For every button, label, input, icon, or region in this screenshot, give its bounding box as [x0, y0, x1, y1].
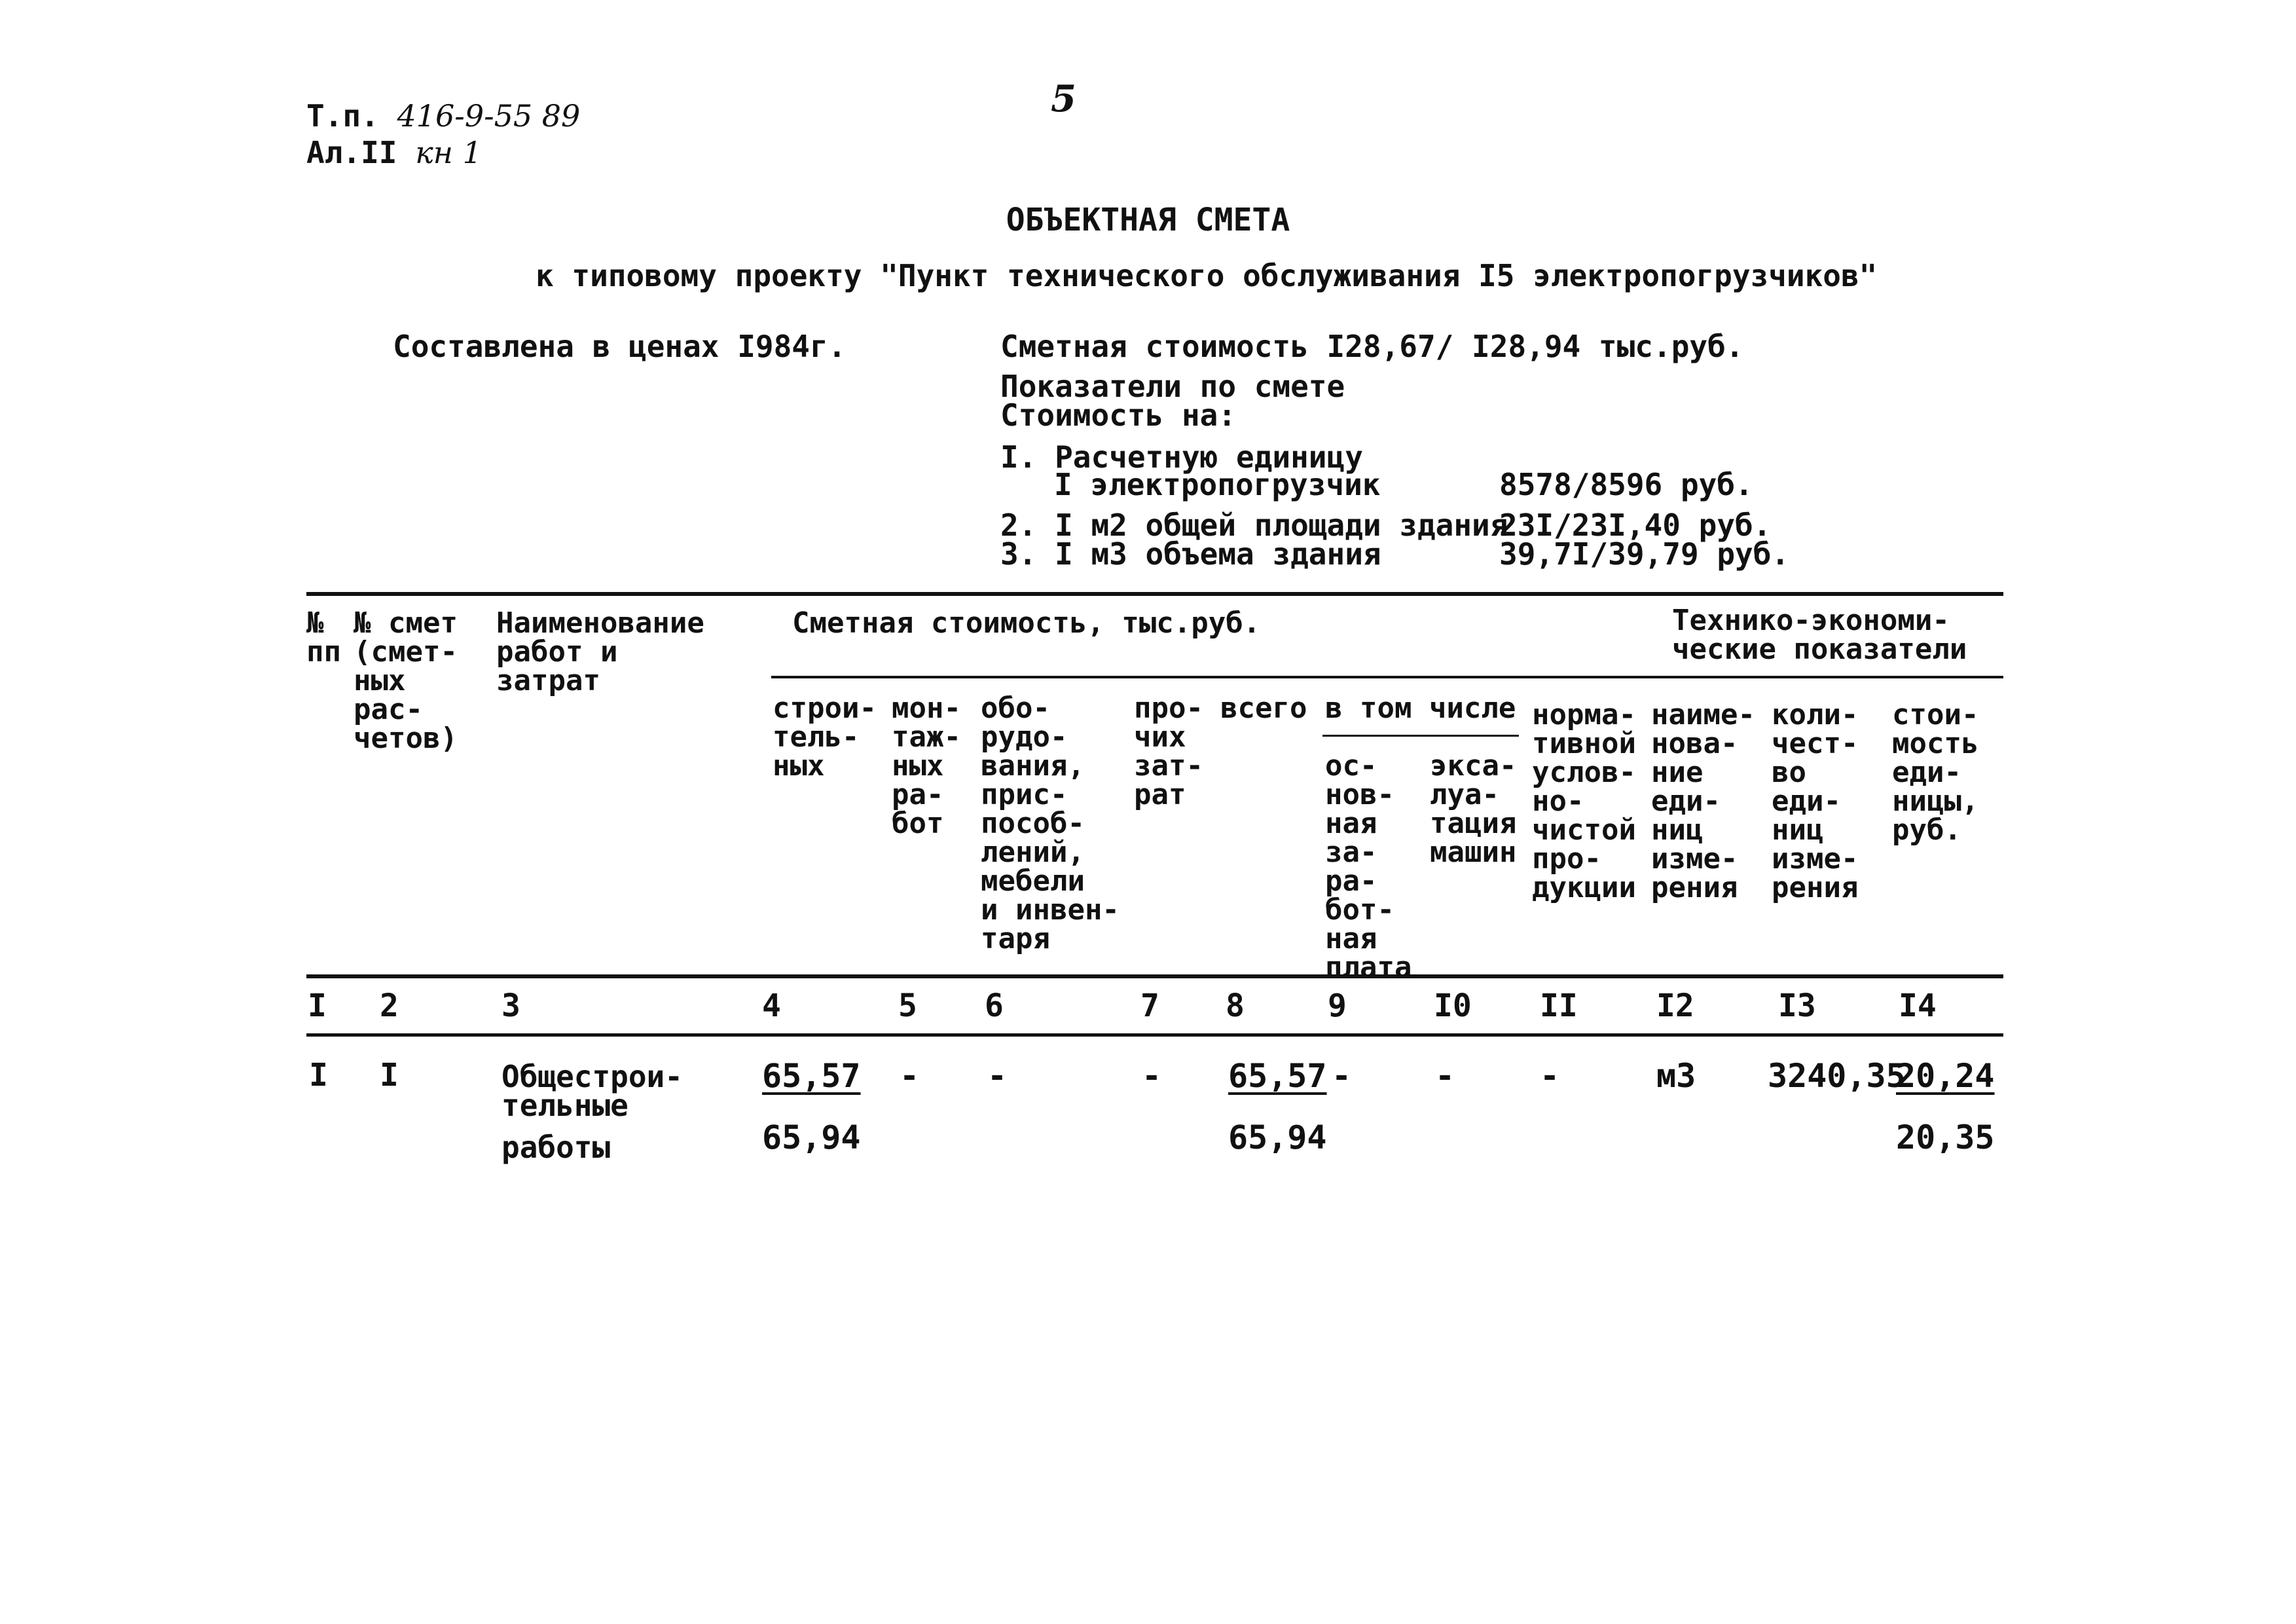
indicators-title: Показатели по смете [1000, 369, 1345, 404]
page-number: 5 [1051, 77, 1076, 120]
including-rule [1322, 735, 1519, 737]
equipment-cost: - [987, 1057, 1008, 1095]
column-number-13: I3 [1778, 987, 1816, 1024]
construction-cost-1984: 65,57 [762, 1057, 861, 1095]
unit-quantity-value: 3240,35 [1768, 1057, 1906, 1095]
unit-name-value: м3 [1656, 1057, 1696, 1095]
column-number-6: 6 [985, 987, 1004, 1024]
document-reference [306, 98, 580, 134]
album-prefix: Ал.II [306, 135, 397, 170]
page-subtitle: к типовому проекту "Пункт технического обслуживания I5 электропогрузчиков" [536, 258, 1878, 293]
header-c2-estimate-number: № смет (смет- ных рас- четов) [354, 606, 458, 755]
column-number-12: I2 [1656, 987, 1694, 1024]
column-number-5: 5 [898, 987, 917, 1024]
header-c13-unit-quantity: коли- чест- во еди- ниц изме- рения [1772, 698, 1859, 904]
column-number-9: 9 [1328, 987, 1347, 1024]
indicator-item-3-value: 39,7I/39,79 руб. [1499, 536, 1790, 572]
column-number-11: II [1540, 987, 1578, 1024]
total-cost-adjusted: 65,94 [1228, 1118, 1327, 1156]
indicator-item-1-line2: I электропогрузчик [1054, 467, 1381, 502]
album-reference [306, 135, 482, 170]
unit-cost-1984: 20,24 [1896, 1057, 1995, 1095]
doc-ref-prefix: Т.п. [306, 98, 379, 134]
header-c14-unit-cost: стои- мость еди- ницы, руб. [1892, 698, 1979, 847]
header-c10-machine-operation: экса- луа- тация машин [1430, 749, 1517, 869]
column-number-14: I4 [1899, 987, 1937, 1024]
header-c11-net-output: норма- тивной услов- но- чистой про- дукции [1532, 698, 1636, 904]
doc-ref-handwritten: 416-9-55 89 [397, 98, 581, 134]
other-cost: - [1142, 1057, 1162, 1095]
installation-cost: - [900, 1057, 920, 1095]
column-number-2: 2 [380, 987, 399, 1024]
machine-operation-value: - [1435, 1057, 1455, 1095]
net-output-value: - [1540, 1057, 1560, 1095]
header-c9-base-salary: ос- нов- ная за- ра- бот- ная плата [1325, 749, 1412, 984]
group-including: в том числе [1325, 692, 1516, 725]
header-bottom-rule [306, 974, 2003, 978]
column-number-7: 7 [1140, 987, 1159, 1024]
row-number: I [309, 1057, 328, 1094]
table-top-rule [306, 592, 2003, 596]
column-numbers-rule [306, 1033, 2003, 1037]
prices-year: Составлена в ценах I984г. [393, 329, 847, 364]
group-technical-indicators: Технико-экономи- ческие показатели [1672, 604, 1967, 666]
page-title: ОБЪЕКТНАЯ СМЕТА [1006, 202, 1290, 238]
base-salary-value: - [1332, 1057, 1352, 1095]
column-number-4: 4 [762, 987, 781, 1024]
column-number-8: 8 [1226, 987, 1245, 1024]
indicator-item-2-value: 23I/23I,40 руб. [1499, 507, 1772, 543]
header-c12-unit-name: наиме- нова- ние еди- ниц изме- рения [1651, 698, 1755, 904]
header-c8-total: всего [1220, 692, 1307, 725]
construction-cost-adjusted: 65,94 [762, 1118, 861, 1156]
header-c3-name: Наименование работ и затрат [496, 606, 704, 697]
row-name-line2: тельные [501, 1088, 629, 1123]
header-c6-equipment: обо- рудо- вания, прис- пособ- лений, мебели и инвен- таря [981, 692, 1120, 955]
row-name-line3: работы [501, 1130, 611, 1165]
column-number-1: I [308, 987, 327, 1024]
estimated-cost: Сметная стоимость I28,67/ I28,94 тыс.руб. [1000, 329, 1744, 364]
indicator-item-1-line1: I. Расчетную единицу [1000, 439, 1363, 475]
row-name-line1: Общестрои- [501, 1059, 683, 1094]
header-c5-installation: мон- таж- ных ра- бот [892, 692, 961, 840]
album-handwritten: кн 1 [415, 135, 482, 170]
total-cost-1984: 65,57 [1228, 1057, 1327, 1095]
column-number-3: 3 [501, 987, 520, 1024]
indicator-item-3-label: 3. I м3 объема здания [1000, 536, 1381, 572]
header-c4-construction: строи- тель- ных [773, 692, 877, 783]
unit-cost-adjusted: 20,35 [1896, 1118, 1995, 1156]
column-number-10: I0 [1434, 987, 1472, 1024]
group-estimated-cost: Сметная стоимость, тыс.руб. [792, 606, 1261, 640]
indicator-item-1-value: 8578/8596 руб. [1499, 467, 1753, 502]
cost-for-label: Стоимость на: [1000, 397, 1237, 433]
header-c7-other: про- чих зат- рат [1134, 692, 1203, 811]
header-c1-number: № пп [306, 606, 341, 669]
subheader-rule [771, 676, 2003, 678]
indicator-item-2-label: 2. I м2 общей площади здания [1000, 507, 1508, 543]
row-estimate-number: I [380, 1057, 399, 1094]
